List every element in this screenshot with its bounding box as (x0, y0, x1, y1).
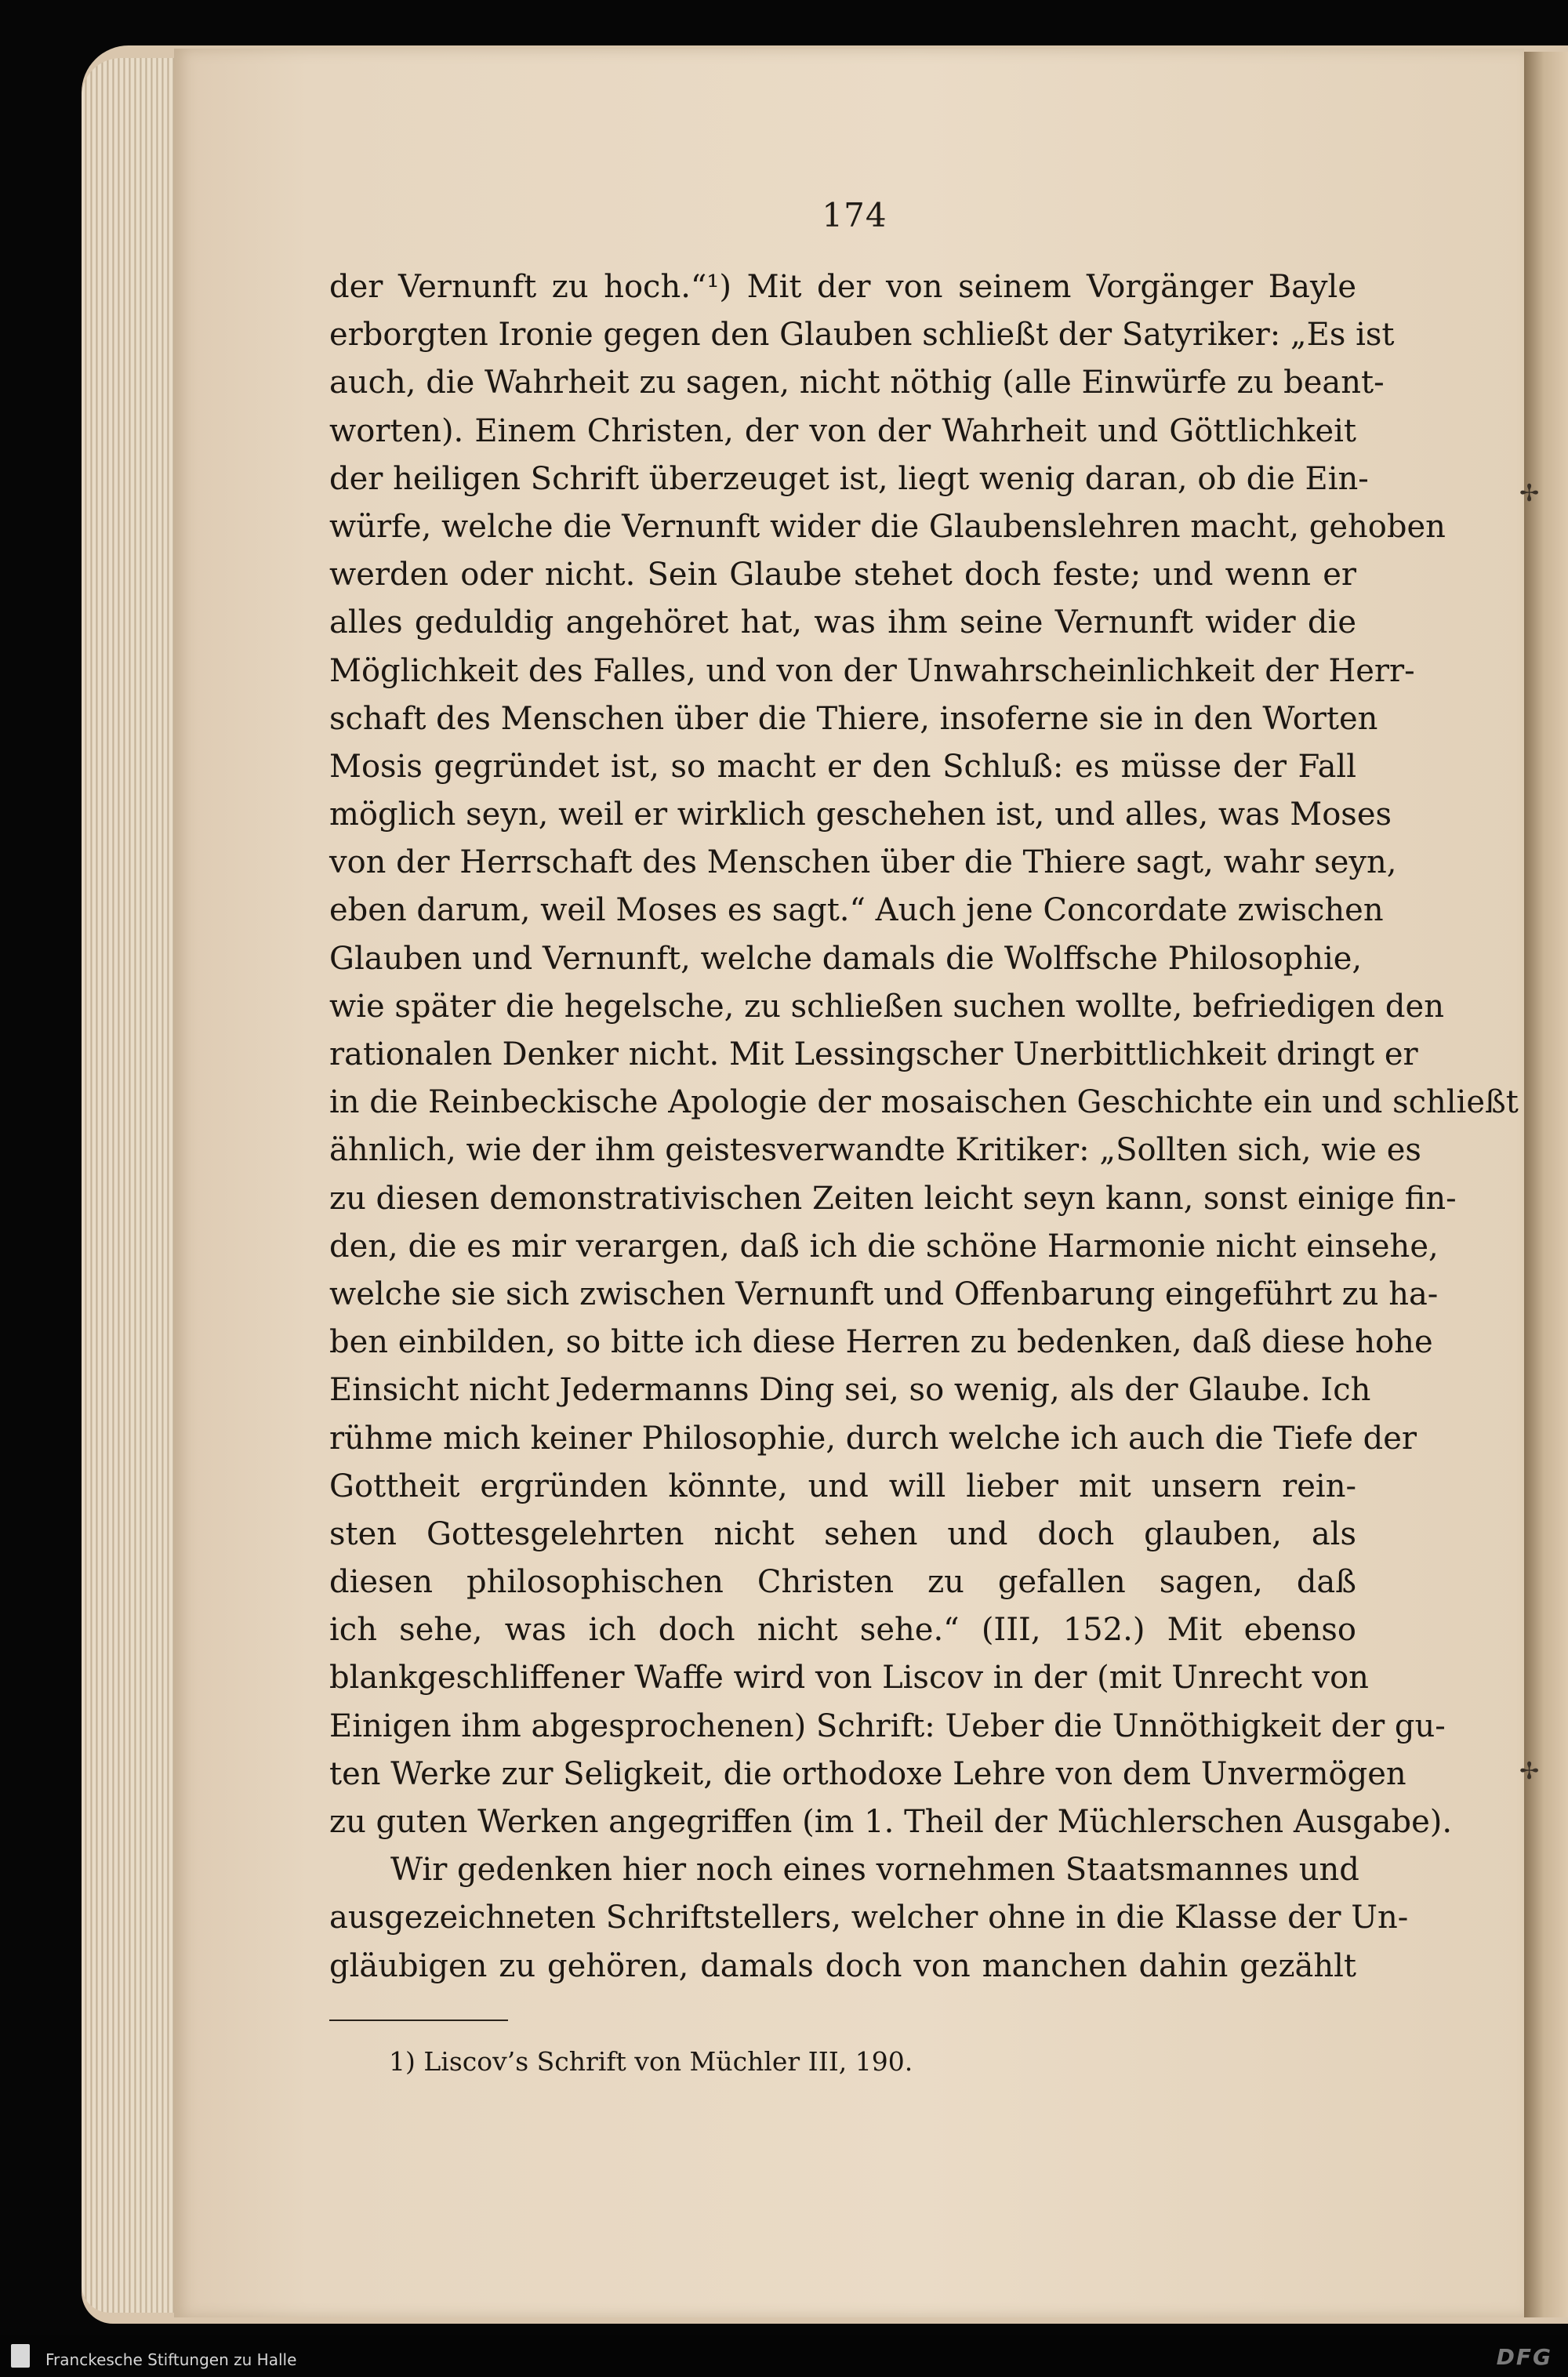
text-line: ähnlich, wie der ihm geistesverwandte Kritiker: „Sollten sich, wie es (329, 1132, 1421, 1169)
text-line: rühme mich keiner Philosophie, durch welche ich auch die Tiefe der (329, 1420, 1417, 1457)
text-line: ich sehe, was ich doch nicht sehe.“ (III, 152.) Mit ebenso (329, 1612, 1356, 1649)
text-line: welche sie sich zwischen Vernunft und Offenbarung eingeführt zu ha- (329, 1276, 1439, 1312)
text-line: erborgten Ironie gegen den Glauben schließt der Satyriker: „Es ist (329, 317, 1395, 354)
text-line: eben darum, weil Moses es sagt.“ Auch jene Concordate zwischen (329, 892, 1384, 929)
margin-mark-icon: ✢ (1519, 480, 1540, 507)
text-line: Einigen ihm abgesprochenen) Schrift: Ueber die Unnöthigkeit der gu- (329, 1707, 1446, 1744)
text-line: wie später die hegelsche, zu schließen suchen wollte, befriedigen den (329, 988, 1444, 1025)
page-number: 174 (822, 196, 887, 234)
text-line: der Vernunft zu hoch.“¹) Mit der von seinem Vorgänger Bayle (329, 269, 1356, 305)
text-line: Einsicht nicht Jedermanns Ding sei, so wenig, als der Glaube. Ich (329, 1372, 1371, 1409)
footnote: 1) Liscov’s Schrift von Müchler III, 190. (389, 2046, 913, 2077)
dfg-badge: DFG (1496, 2344, 1552, 2370)
text-line: sten Gottesgelehrten nicht sehen und doch glauben, als (329, 1515, 1356, 1552)
text-line: diesen philosophischen Christen zu gefallen sagen, daß (329, 1564, 1356, 1601)
text-line: Mosis gegründet ist, so macht er den Schluß: es müsse der Fall (329, 748, 1356, 785)
text-line: von der Herrschaft des Menschen über die Thiere sagt, wahr seyn, (329, 844, 1397, 881)
text-line: der heiligen Schrift überzeuget ist, liegt wenig daran, ob die Ein- (329, 460, 1369, 497)
institution-credit: Franckesche Stiftungen zu Halle (45, 2350, 297, 2369)
text-line: den, die es mir verargen, daß ich die schöne Harmonie nicht einsehe, (329, 1228, 1439, 1265)
text-line: ausgezeichneten Schriftstellers, welcher ohne in die Klasse der Un- (329, 1900, 1409, 1936)
text-line: schaft des Menschen über die Thiere, insoferne sie in den Worten (329, 700, 1378, 737)
text-line: auch, die Wahrheit zu sagen, nicht nöthig (alle Einwürfe zu beant- (329, 365, 1385, 401)
text-line: blankgeschliffener Waffe wird von Liscov in der (mit Unrecht von (329, 1660, 1369, 1697)
text-line: werden oder nicht. Sein Glaube stehet doch feste; und wenn er (329, 557, 1356, 593)
text-line: worten). Einem Christen, der von der Wahrheit und Göttlichkeit (329, 412, 1356, 449)
text-line: ten Werke zur Seligkeit, die orthodoxe Lehre von dem Unvermögen (329, 1755, 1406, 1792)
text-line: ben einbilden, so bitte ich diese Herren zu bedenken, daß diese hohe (329, 1324, 1433, 1361)
page-edges (82, 58, 180, 2313)
margin-mark-icon: ✢ (1519, 1758, 1540, 1785)
book-gutter (1524, 52, 1568, 2317)
text-line: in die Reinbeckische Apologie der mosaischen Geschichte ein und schließt (329, 1084, 1519, 1121)
text-line: zu guten Werken angegriffen (im 1. Theil der Müchlerschen Ausgabe). (329, 1804, 1453, 1840)
text-line: Glauben und Vernunft, welche damals die Wolffsche Philosophie, (329, 940, 1363, 977)
footnote-rule (329, 2020, 508, 2021)
body-text (329, 263, 1519, 1991)
text-line: würfe, welche die Vernunft wider die Glaubenslehren macht, gehoben (329, 508, 1446, 545)
text-line: alles geduldig angehöret hat, was ihm seine Vernunft wider die (329, 604, 1356, 641)
text-line: Möglichkeit des Falles, und von der Unwahrscheinlichkeit der Herr- (329, 652, 1415, 689)
text-line: Gottheit ergründen könnte, und will lieber mit unsern rein- (329, 1468, 1356, 1504)
text-line: zu diesen demonstrativischen Zeiten leicht seyn kann, sonst einige fin- (329, 1180, 1457, 1217)
text-line: gläubigen zu gehören, damals doch von manchen dahin gezählt (329, 1947, 1356, 1984)
text-line: rationalen Denker nicht. Mit Lessingscher Unerbittlichkeit dringt er (329, 1036, 1418, 1072)
text-line: möglich seyn, weil er wirklich geschehen ist, und alles, was Moses (329, 797, 1392, 833)
institution-logo-icon (11, 2344, 30, 2368)
text-line: Wir gedenken hier noch eines vornehmen Staatsmannes und (390, 1852, 1359, 1889)
